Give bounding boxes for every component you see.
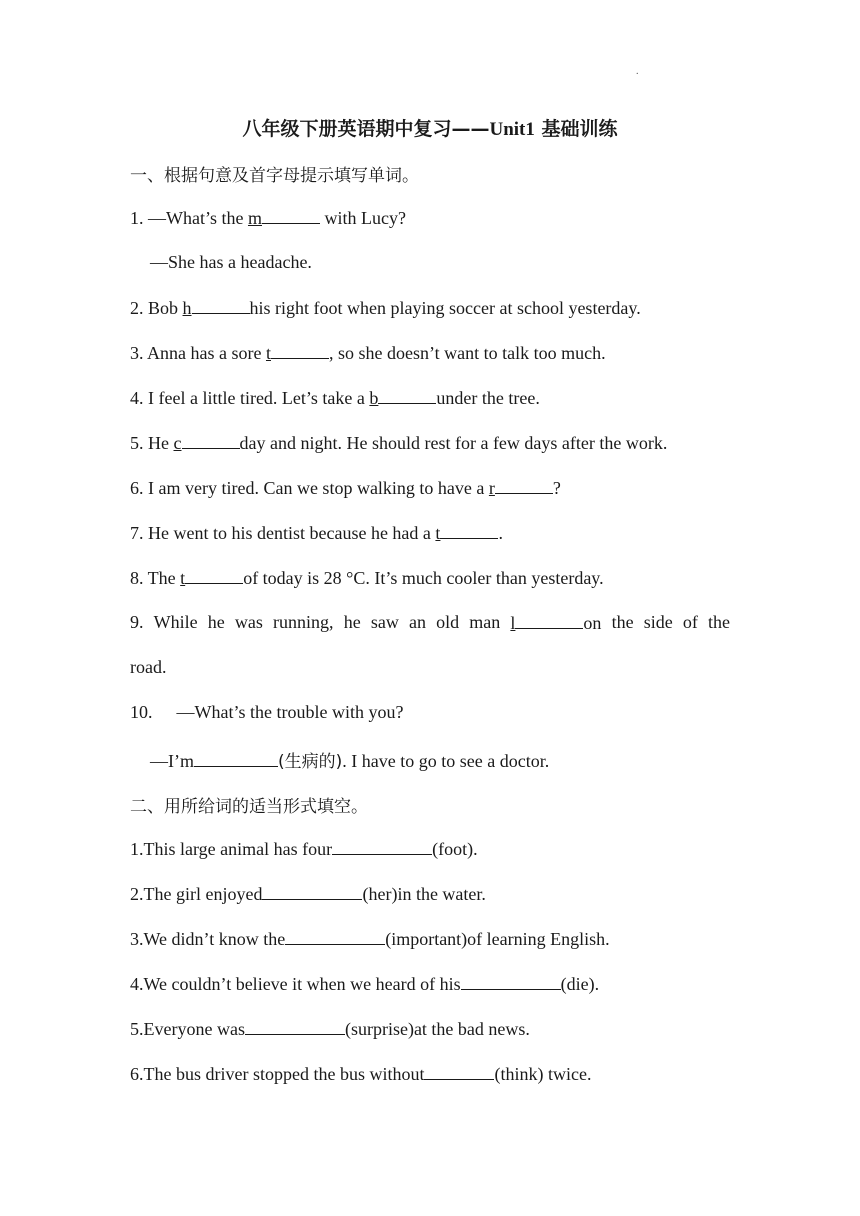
section1-heading: 一、根据句意及首字母提示填写单词。	[130, 166, 419, 186]
answer-blank	[378, 387, 436, 404]
q-text: 6. I am very tired. Can we stop walking to have a	[130, 478, 489, 498]
s2-question-1	[130, 838, 478, 860]
q-word: an	[408, 612, 426, 632]
q-text: (surprise)at the bad news.	[344, 1019, 530, 1039]
q-word: side	[643, 612, 673, 632]
q-text: 5. He	[130, 433, 174, 453]
q-text: 1. —What’s the	[130, 208, 248, 228]
q-word: 9.	[130, 612, 144, 632]
s2-question-4	[130, 973, 599, 995]
hint-letter: h	[183, 298, 250, 318]
s1-question-7	[130, 522, 503, 544]
answer-blank	[285, 928, 385, 945]
answer-blank	[185, 567, 243, 584]
q-text: . I have to go to see a doctor.	[342, 751, 550, 771]
q-word: he	[343, 612, 361, 632]
q-text: 8. The	[130, 568, 181, 588]
q-text: 5.Everyone was	[130, 1019, 245, 1039]
hint-letter: l on	[510, 613, 602, 633]
answer-blank	[192, 297, 250, 314]
q-text: (her)in the water.	[362, 884, 486, 904]
q-word: of	[682, 612, 698, 632]
answer-blank	[424, 1063, 494, 1080]
s1-question-4	[130, 387, 540, 409]
hint-letter: m	[248, 208, 320, 228]
q-text: ?	[552, 478, 561, 498]
title-tail: 基础训练	[534, 118, 618, 140]
q-text: 7. He went to his dentist because he had a	[130, 523, 436, 543]
q-text: (die).	[560, 974, 600, 994]
q-text: .	[498, 523, 503, 543]
hint-letter: t	[266, 343, 329, 363]
q-text: 2.The girl enjoyed	[130, 884, 263, 904]
s1-question-5	[130, 432, 667, 454]
q-text: 2. Bob	[130, 298, 183, 318]
hint-letter: t	[435, 523, 498, 543]
q-text: —What’s the trouble with you?	[176, 702, 404, 722]
answer-blank	[262, 207, 320, 224]
q-word: man	[469, 612, 501, 632]
q-text: with Lucy?	[320, 208, 406, 228]
q-word: the	[707, 612, 730, 632]
hint-letter: c	[174, 433, 240, 453]
s2-question-5	[130, 1018, 530, 1040]
s1-question-6	[130, 477, 561, 499]
q-text: (foot).	[432, 839, 478, 859]
q-text: 4. I feel a little tired. Let’s take a	[130, 388, 370, 408]
q-number: 10.	[130, 702, 153, 722]
q-word: While	[153, 612, 198, 632]
q-text: —I’m	[150, 751, 194, 771]
s1-question-1-answer: —She has a headache.	[150, 252, 312, 272]
s1-question-2	[130, 297, 641, 319]
s1-question-9-cont: road.	[130, 657, 167, 677]
q-text: , so she doesn’t want to talk too much.	[328, 343, 606, 363]
s1-question-10-answer	[150, 747, 549, 772]
q-word: was	[234, 612, 263, 632]
answer-blank	[271, 342, 329, 359]
q-word: old	[436, 612, 460, 632]
q-word: he	[207, 612, 225, 632]
s1-question-3	[130, 342, 606, 364]
answer-blank	[245, 1018, 345, 1035]
q-word: the	[611, 612, 634, 632]
s2-question-2	[130, 883, 486, 905]
s2-question-3	[130, 928, 610, 950]
page-title	[0, 114, 860, 141]
s2-question-6	[130, 1063, 591, 1085]
hint-letter: r	[489, 478, 553, 498]
q-word: saw	[370, 612, 399, 632]
title-unit: Unit1	[489, 119, 535, 140]
q-text: under the tree.	[436, 388, 540, 408]
s1-question-9	[130, 612, 730, 634]
q-text: (important)of learning English.	[385, 929, 610, 949]
section2-heading: 二、用所给词的适当形式填空。	[130, 797, 368, 817]
answer-blank	[461, 973, 561, 990]
answer-blank	[515, 612, 583, 629]
chinese-hint: (生病的)	[278, 752, 343, 772]
answer-blank	[262, 883, 362, 900]
s1-question-1	[130, 207, 406, 229]
hint-letter: b	[369, 388, 436, 408]
answer-blank	[332, 838, 432, 855]
s1-question-8	[130, 567, 604, 589]
q-text: 1.This large animal has four	[130, 839, 333, 859]
q-text: 3.We didn’t know the	[130, 929, 286, 949]
answer-blank	[440, 522, 498, 539]
answer-blank	[182, 432, 240, 449]
s1-question-10	[130, 702, 403, 723]
q-text: (think) twice.	[494, 1064, 592, 1084]
q-text: his right foot when playing soccer at school yesterday.	[249, 298, 641, 318]
header-mark: .	[636, 66, 639, 77]
title-main: 八年级下册英语期中复习——	[242, 118, 490, 140]
answer-blank	[194, 750, 278, 767]
q-word: running,	[273, 612, 334, 632]
q-text: of today is 28 °C. It’s much cooler than yesterday.	[243, 568, 604, 588]
q-text: 3. Anna has a sore	[130, 343, 266, 363]
q-text: day and night. He should rest for a few days after the work.	[239, 433, 668, 453]
hint-letter: t	[180, 568, 243, 588]
q-text: 4.We couldn’t believe it when we heard of his	[130, 974, 461, 994]
q-text: 6.The bus driver stopped the bus without	[130, 1064, 425, 1084]
answer-blank	[495, 477, 553, 494]
